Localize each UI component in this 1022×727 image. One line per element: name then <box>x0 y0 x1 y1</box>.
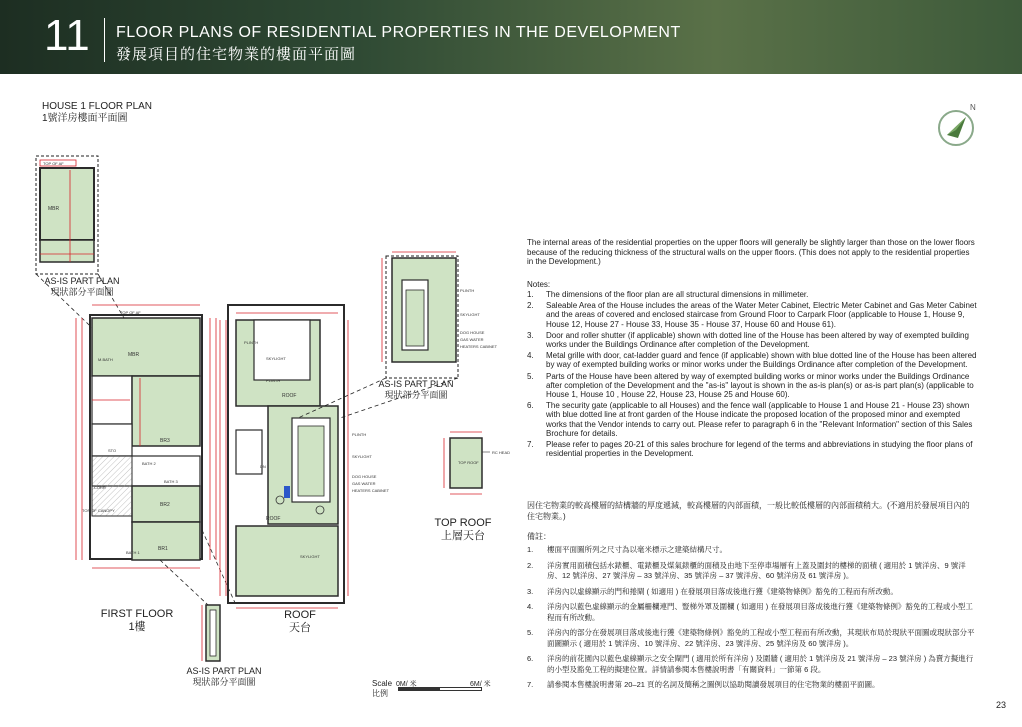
notes-heading: Notes: <box>527 280 551 289</box>
notes-list <box>527 290 977 460</box>
roof-plinth-label-2: PLINTH <box>266 378 281 383</box>
header-divider <box>104 18 105 62</box>
ff-mbath-label: M.BATH <box>98 357 113 362</box>
note-zh-item <box>527 654 977 675</box>
asis-label-top-left-zh: 現狀部分平面圖 <box>50 287 114 297</box>
note-zh-item <box>527 680 977 691</box>
scale-end: 6M/ 米 <box>470 681 491 688</box>
roof-plinth-label: PLINTH <box>244 340 259 345</box>
note-zh-item <box>527 545 977 556</box>
roof-plinth-label-3: PLINTH <box>352 432 367 437</box>
section-title-zh: 發展項目的住宅物業的樓面平面圖 <box>116 46 357 63</box>
note-zh-text: 洋房實用面積包括水錶櫃、電錶櫃及煤氣錶櫃的面積及由地下至停車場層有上蓋及圍封的樓梯的面積 ( 適用於 1 號洋房、9 號洋房、12 號洋房、27 號洋房 – 33 號洋房、35 號洋房 – 37 號洋房、60 號洋房及 61 號洋房 )。 <box>547 560 966 580</box>
asis-label-bottom-zh: 現狀部分平面圖 <box>192 677 256 687</box>
top-roof-label <box>426 517 500 543</box>
notes-zh-list <box>527 545 977 696</box>
top-roof-label-zh: 上層天台 <box>441 530 485 542</box>
roof-dog-house-label: DOG HOUSE <box>352 474 377 479</box>
asis-roof-dog-house-label: DOG HOUSE <box>460 330 485 335</box>
compass-north-label: N <box>970 103 976 112</box>
note-zh-number: 7. <box>527 680 534 689</box>
top-roof-plan <box>444 432 510 494</box>
note-number: 4. <box>527 351 534 361</box>
note-zh-item <box>527 602 977 623</box>
scale-label-en: Scale <box>372 679 393 688</box>
asis-part-plan-top-left <box>36 156 98 274</box>
ff-bath1-label: BATH 1 <box>126 550 140 555</box>
section-title-en: FLOOR PLANS OF RESIDENTIAL PROPERTIES IN THE DEVELOPMENT <box>116 24 681 41</box>
scale-label <box>372 679 392 699</box>
roof-label-zh: 天台 <box>289 622 311 634</box>
asis-label-roof-en: AS-IS PART PLAN <box>378 379 454 389</box>
page-number: 23 <box>996 700 1007 710</box>
section-number: 11 <box>44 11 90 60</box>
asis-roof-plinth-label: PLINTH <box>460 288 475 293</box>
ff-bath2-label: BATH 2 <box>142 461 156 466</box>
asis-top-of-af-label: TOP OF AF <box>43 161 64 166</box>
first-floor-label-en: FIRST FLOOR <box>100 608 174 620</box>
roof-gas-water-label: GAS WATER <box>352 481 376 486</box>
roof-heaters-cabinet-label: HEATERS CABINET <box>352 488 390 493</box>
note-zh-text: 請參閱本售樓說明書第 20–21 頁的名詞及簡稱之圖例以協助閱讀發展項目的住宅物業的樓面平面圖。 <box>547 680 880 689</box>
asis-part-plan-bottom <box>202 605 220 661</box>
rc-head-label: RC HEAD <box>492 450 511 455</box>
note-zh-number: 4. <box>527 602 534 611</box>
ff-sto-label: STO <box>108 448 117 453</box>
asis-label-roof-zh: 現狀部分平面圖 <box>384 390 448 400</box>
note-zh-item <box>527 628 977 649</box>
note-zh-number: 6. <box>527 654 534 663</box>
note-item <box>527 401 977 438</box>
roof-skylight-label-3: SKYLIGHT <box>300 554 320 559</box>
note-text: The security gate (applicable to all Houses) and the fence wall (applicable to House 1 and House 21 - House 23) shown with blue dotted line at front garden of the House indicate the proposed location of the proposed minor and exempted works that the Vendor intends to carry out. Please refer to paragraph 6 in the "Relevant Information" section of this Sales Brochure for details. <box>546 401 973 438</box>
asis-roof-skylight-label: SKYLIGHT <box>460 312 480 317</box>
plan-title <box>42 101 152 125</box>
scale-bar <box>398 687 482 691</box>
note-text: The dimensions of the floor plan are all structural dimensions in millimeter. <box>546 290 809 299</box>
asis-label-top-left-en: AS-IS PART PLAN <box>44 276 120 286</box>
note-item <box>527 301 977 329</box>
note-zh-text: 洋房內以藍色虛線顯示的金屬柵欄連門、豎梯外罩及圍欄 ( 如適用 ) 在發展項目落成後進行獲《建築物條例》豁免的工程或小型工程而有所改動。 <box>547 602 973 622</box>
roof-skylight-label-2: SKYLIGHT <box>352 454 372 459</box>
north-compass-icon <box>936 102 976 150</box>
asis-part-plan-roof <box>382 252 498 378</box>
note-zh-number: 2. <box>527 560 534 570</box>
plan-title-zh: 1號洋房樓面平面圖 <box>42 113 128 124</box>
note-item <box>527 331 977 349</box>
note-number: 6. <box>527 401 534 411</box>
scale-label-zh: 比例 <box>372 689 388 698</box>
roof-roof-label-2: ROOF <box>266 516 281 522</box>
note-zh-number: 1. <box>527 545 534 554</box>
notes-zh-heading: 備註： <box>527 532 551 541</box>
ff-bath3-label: BATH 3 <box>164 479 178 484</box>
note-zh-number: 3. <box>527 586 534 596</box>
note-zh-text: 洋房內的部分在發展項目落成後進行獲《建築物條例》豁免的工程或小型工程而有所改動，其現狀布局於現狀平面圖或現狀部分平面圖顯示 ( 適用於 1 號洋房、10 號洋房、22 號洋房、23 號洋房、25 號洋房及 60 號洋房 )。 <box>547 628 975 648</box>
note-item <box>527 290 977 299</box>
ff-br1-label: BR1 <box>158 546 168 552</box>
scale-start: 0M/ 米 <box>396 681 417 688</box>
first-floor-label <box>92 608 182 634</box>
plan-title-en: HOUSE 1 FLOOR PLAN <box>42 101 153 112</box>
note-text: Door and roller shutter (if applicable) shown with dotted line of the House has been altered by way of exempted building works under the Buildings Ordinance after completion of the Development. <box>546 330 969 350</box>
section-header <box>0 0 1022 74</box>
intro-text-en: The internal areas of the residential properties on the upper floors will generally be slightly larger than those on the lower floors because of the reducing thickness of the structural walls on the upper floors. (This does not apply to the residential properties in the Development.) <box>527 238 975 266</box>
intro-text-zh: 因住宅物業的較高樓層的結構牆的厚度遞減，較高樓層的內部面積，一般比較低樓層的內部面積稍大。(不適用於發展項目內的住宅物業。) <box>527 501 970 521</box>
roof-roof-label: ROOF <box>282 393 297 399</box>
ff-mbr-label: MBR <box>128 352 140 358</box>
note-text: Metal grille with door, cat-ladder guard and fence (if applicable) shown with blue dotted line of the House has been altered by way of exempted building works or minor works under the Buildings Ordinance after completion of the Development. <box>546 351 977 370</box>
roof-dn-label: DN <box>260 464 266 469</box>
note-number: 3. <box>527 330 534 340</box>
note-zh-item <box>527 587 977 598</box>
asis-mbr-label: MBR <box>48 206 60 212</box>
ff-corr-label: CORR <box>94 485 106 490</box>
note-zh-text: 樓面平面圖所列之尺寸為以毫米標示之建築結構尺寸。 <box>547 545 727 554</box>
note-text: Parts of the House have been altered by way of exempted building works or minor works under the Buildings Ordinance after completion of the Development and the "as-is" layout is shown in the as-is plan(s) or as-is part plan(s) (applicable to House 1, House 10 , House 22, House 23, House 25 and House 60). <box>546 371 974 400</box>
ff-top-of-af-label: TOP OF AF <box>120 310 141 315</box>
top-roof-label-en: TOP ROOF <box>434 517 492 529</box>
note-zh-text: 洋房內以虛線顯示的門和捲閘 ( 如適用 ) 在發展項目落成後進行獲《建築物條例》豁免的工程而有所改動。 <box>547 586 898 596</box>
first-floor-label-zh: 1樓 <box>128 621 146 633</box>
note-zh-item <box>527 561 977 582</box>
note-text: Saleable Area of the House includes the areas of the Water Meter Cabinet, Electric Meter Cabinet and Gas Meter Cabinet and the areas of covered and enclosed staircase from Ground Floor to Carpark Floor (applicable to House 1, House 9, House 12, House 27 - House 33, House 35 - House 37, House 60 and House 61). <box>546 301 977 329</box>
roof-skylight-label: SKYLIGHT <box>266 356 286 361</box>
note-number: 7. <box>527 440 534 450</box>
note-text: Please refer to pages 20-21 of this sales brochure for legend of the terms and abbreviations in studying the floor plans of residential properties in the Development. <box>546 440 973 459</box>
note-item <box>527 372 977 400</box>
asis-roof-gas-water-label: GAS WATER <box>460 337 484 342</box>
note-zh-text: 洋房的前花園內以藍色虛線顯示之安全閘門 ( 適用於所有洋房 ) 及圍牆 ( 適用於 1 號洋房及 21 號洋房 – 23 號洋房 ) 為賣方擬進行的小型及豁免工程的擬建位置。詳情請參閱本售樓說明書「有關資料」一節第 6 段。 <box>547 654 974 674</box>
note-number: 5. <box>527 371 534 381</box>
note-zh-number: 5. <box>527 628 534 637</box>
note-item <box>527 351 977 369</box>
note-item <box>527 440 977 458</box>
first-floor-plan <box>76 305 216 568</box>
asis-label-roof <box>376 379 456 401</box>
top-roof-box-label: TOP ROOF <box>458 460 479 465</box>
roof-label-en: ROOF <box>284 609 316 621</box>
ff-br2-label: BR2 <box>160 502 170 508</box>
ff-br3-label: BR3 <box>160 438 170 444</box>
note-number: 1. <box>527 290 534 299</box>
roof-plan <box>220 305 390 608</box>
asis-label-bottom <box>182 666 266 688</box>
ff-top-of-canopy-label: TOP OF CANOPY <box>82 508 115 513</box>
roof-label <box>270 609 330 635</box>
asis-roof-heaters-cabinet-label: HEATERS CABINET <box>460 344 498 349</box>
note-number: 2. <box>527 301 534 311</box>
asis-label-bottom-en: AS-IS PART PLAN <box>186 666 262 676</box>
asis-label-top-left <box>42 276 122 298</box>
